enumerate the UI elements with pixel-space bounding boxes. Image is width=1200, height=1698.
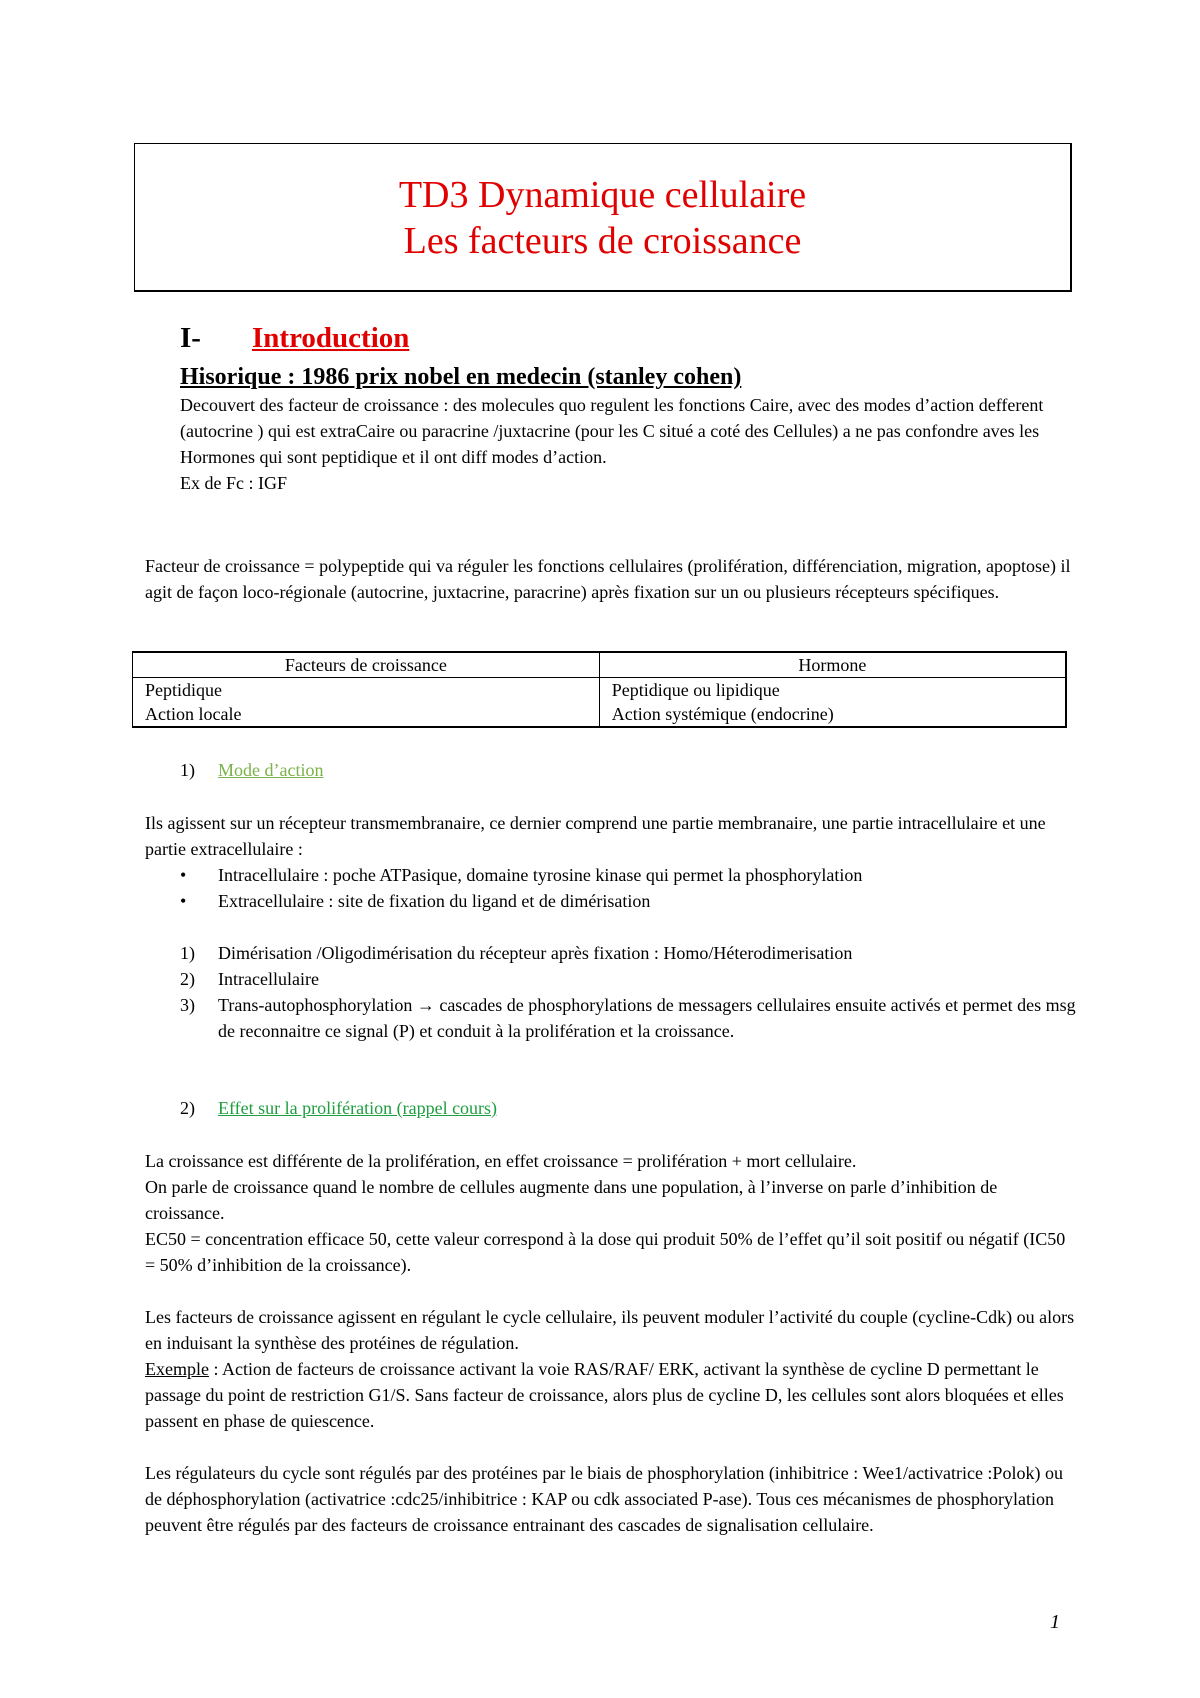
bullet-icon: • [180, 865, 187, 885]
bullet-icon: • [180, 891, 187, 911]
title-line-2: Les facteurs de croissance [403, 220, 802, 262]
table-cell [133, 678, 600, 728]
example-line: Ex de Fc : IGF [180, 473, 287, 493]
growth-paragraph [145, 1148, 1075, 1278]
list-item [180, 888, 1080, 914]
arrow-right-icon: → [416, 995, 435, 1015]
cycle-paragraph [145, 1304, 1075, 1434]
title-box [134, 143, 1072, 292]
table-header: Hormone [599, 652, 1066, 678]
list-item [180, 940, 1080, 966]
page-number: 1 [1050, 1611, 1060, 1633]
list-item-text: cascades de phosphorylations de messagers cellulaires ensuite activés et permet des msg de reconnaitre ce signal (P) et conduit à la prolifération et la croissance. [218, 995, 1076, 1041]
cell-line: Peptidique ou lipidique [611, 680, 780, 700]
list-item-text: Trans-autophosphorylation [218, 995, 413, 1015]
regulators-paragraph: Les régulateurs du cycle sont régulés par des protéines par le biais de phosphorylation (inhibitrice : Wee1/activatrice :Polok) ou de déphosphorylation (activatrice :cdc25/inhibitrice : KAP ou cdk associated P-ase). Tous ces mécanismes de phosphorylation peuvent être régulés par des facteurs de croissance entrainant des cascades de signalisation cellulaire. [145, 1463, 1063, 1535]
subsection-number: 2) [180, 1098, 195, 1118]
steps-list [180, 940, 1080, 1044]
list-item-text: Intracellulaire [218, 969, 319, 989]
table-row [133, 678, 1067, 728]
history-heading: Hisorique : 1986 prix nobel en medecin (stanley cohen) [180, 364, 742, 390]
paragraph-text: Les facteurs de croissance agissent en régulant le cycle cellulaire, ils peuvent moduler l’activité du couple (cycline-Cdk) ou alors en induisant la synthèse des protéines de régulation. [145, 1307, 1075, 1353]
step-number: 2) [180, 969, 195, 989]
list-item-text: Intracellulaire : poche ATPasique, domaine tyrosine kinase qui permet la phosphorylation [218, 865, 863, 885]
cell-line: Peptidique [145, 680, 222, 700]
subsection-effet [180, 1095, 497, 1121]
intro-block [180, 392, 1080, 496]
table-header: Facteurs de croissance [133, 652, 600, 678]
step-number: 1) [180, 943, 195, 963]
subsection-mode-action [180, 757, 323, 783]
subsection-title: Mode d’action [218, 760, 324, 780]
paragraph-line: On parle de croissance quand le nombre de cellules augmente dans une population, à l’inverse on parle d’inhibition de croissance. [145, 1177, 998, 1223]
paragraph-line: La croissance est différente de la prolifération, en effet croissance = prolifération + mort cellulaire. [145, 1151, 857, 1171]
title-line-1: TD3 Dynamique cellulaire [398, 174, 807, 216]
paragraph-line: EC50 = concentration efficace 50, cette valeur correspond à la dose qui produit 50% de l’effet qu’il soit positif ou négatif (IC50 = 50% d’inhibition de la croissance). [145, 1229, 1066, 1275]
table-cell [599, 678, 1066, 728]
example-text: : Action de facteurs de croissance activant la voie RAS/RAF/ ERK, activant la synthèse de cycline D permettant le passage du point de restriction G1/S. Sans facteur de croissance, alors plus de cycline D, les cellules sont alors bloquées et elles passent en phase de quiescence. [145, 1359, 1064, 1431]
receptor-paragraph: Ils agissent sur un récepteur transmembranaire, ce dernier comprend une partie membranaire, une partie intracellulaire et une partie extracellulaire : [145, 813, 1046, 859]
section-heading [180, 322, 409, 355]
example-label: Exemple [145, 1359, 209, 1379]
list-item-text: Extracellulaire : site de fixation du ligand et de dimérisation [218, 891, 651, 911]
example-paragraph [145, 1356, 1075, 1434]
definition-paragraph: Facteur de croissance = polypeptide qui va réguler les fonctions cellulaires (prolifération, différenciation, migration, apoptose) il agit de façon loco-régionale (autocrine, juxtacrine, paracrine) après fixation sur un ou plusieurs récepteurs spécifiques. [145, 556, 1071, 602]
list-item [180, 992, 1080, 1044]
list-item [180, 862, 1080, 888]
table-header-row [133, 652, 1067, 678]
list-item [180, 966, 1080, 992]
section-number: I- [180, 322, 201, 354]
bullet-list [180, 862, 1080, 914]
subsection-number: 1) [180, 760, 195, 780]
comparison-table [132, 651, 1067, 728]
subsection-title: Effet sur la prolifération (rappel cours) [218, 1098, 498, 1118]
list-item-text: Dimérisation /Oligodimérisation du récepteur après fixation : Homo/Héterodimerisation [218, 943, 853, 963]
intro-text: Decouvert des facteur de croissance : des molecules quo regulent les fonctions Caire, avec des modes d’action defferent (autocrine ) qui est extraCaire ou paracrine /juxtacrine (pour les C situé a coté des Cellules) a ne pas confondre aves les Hormones qui sont peptidique et il ont diff modes d’action. [180, 395, 1044, 467]
cell-line: Action locale [145, 704, 242, 724]
cell-line: Action systémique (endocrine) [611, 704, 834, 724]
step-number: 3) [180, 995, 195, 1015]
section-title: Introduction [252, 322, 410, 354]
